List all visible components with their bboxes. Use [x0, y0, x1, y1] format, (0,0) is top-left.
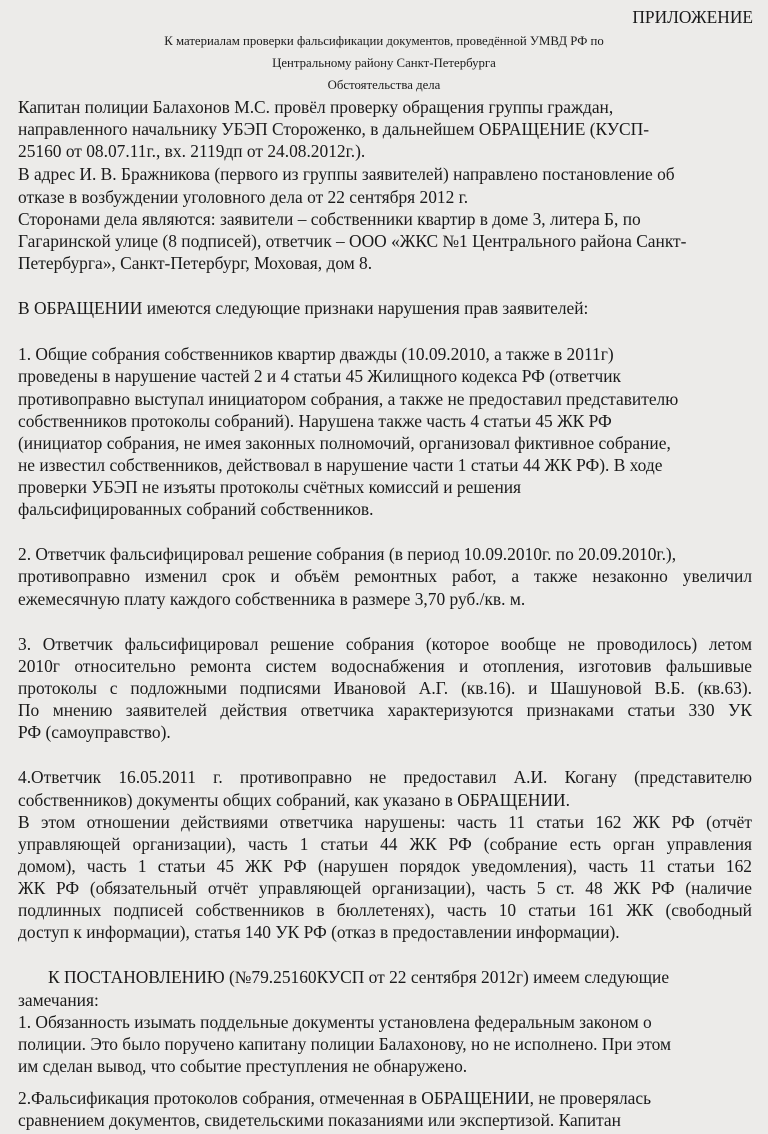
- paragraph-2-line: 2. Ответчик фальсифицировал решение собрания (в период 10.09.2010г. по 20.09.2010г.),: [18, 544, 677, 565]
- intro-line: В адрес И. В. Бражникова (первого из группы заявителей) направлено постановление об: [18, 164, 675, 185]
- paragraph-1-line: 1. Общие собрания собственников квартир дважды (10.09.2010, а также в 2011г): [18, 344, 614, 365]
- paragraph-4-line: В этом отношении действиями ответчика нарушены: часть 11 статьи 162 ЖК РФ (отчёт: [18, 811, 752, 832]
- paragraph-2-line: противоправно изменил срок и объём ремонтных работ, а также незаконно увеличил: [18, 566, 752, 587]
- resolution-line: им сделан вывод, что событие преступления не обнаружено.: [18, 1055, 468, 1076]
- paragraph-1-line: противоправно выступал инициатором собрания, а также не предоставил представителю: [18, 388, 679, 409]
- paragraph-1-line: фальсифицированных собраний собственников.: [18, 499, 374, 520]
- intro-line: Гагаринской улице (8 подписей), ответчик – ООО «ЖКС №1 Центрального района Санкт-: [18, 230, 687, 251]
- paragraph-1-line: проверки УБЭП не изъяты протоколы счётных комиссий и решения: [18, 477, 522, 497]
- paragraph-4-line: домом), часть 1 статьи 45 ЖК РФ (нарушен порядок уведомления), часть 11 статьи 162: [18, 855, 752, 876]
- paragraph-4-line: 4.Ответчик 16.05.2011 г. противоправно не предоставил А.И. Когану (представителю: [18, 767, 752, 788]
- paragraph-1-line: не известил собственников, действовал в нарушение части 1 статьи 44 ЖК РФ). В ходе: [18, 454, 663, 475]
- paragraph-4-line: управляющей организации), часть 1 статьи 44 ЖК РФ (собрание есть орган управления: [18, 833, 752, 854]
- resolution-line: 2.Фальсификация протоколов собрания, отмеченная в ОБРАЩЕНИИ, не проверялась: [18, 1087, 651, 1108]
- document-title-line-1: К материалам проверки фальсификации документов, проведённой УМВД РФ по: [164, 33, 604, 48]
- paragraph-4-line: доступ к информации), статья 140 УК РФ (отказ в предоставлении информации).: [18, 922, 620, 943]
- document-title-line-2: Центральному району Санкт-Петербурга: [272, 55, 496, 70]
- paragraph-3-line: протоколы с подложными подписями Ивановой А.Г. (кв.16). и Шашуновой В.Б. (кв.63).: [18, 678, 752, 698]
- section-heading-circumstances: Обстоятельства дела: [327, 78, 441, 92]
- resolution-line: сравнением документов, свидетельскими показаниями или экспертизой. Капитан: [18, 1109, 621, 1130]
- intro-line: направленного начальнику УБЭП Стороженко, в дальнейшем ОБРАЩЕНИЕ (КУСП-: [18, 119, 650, 140]
- intro-line: Петербурга», Санкт-Петербург, Моховая, дом 8.: [18, 252, 373, 273]
- paragraph-4-line: собственников) документы общих собраний, как указано в ОБРАЩЕНИИ.: [18, 789, 570, 810]
- intro-line: отказе в возбуждении уголовного дела от 22 сентября 2012 г.: [18, 186, 469, 207]
- paragraph-3-line: 3. Ответчик фальсифицировал решение собрания (которое вообще не проводилось) летом: [18, 633, 752, 654]
- paragraph-3-line: 2010г относительно ремонта систем водоснабжения и отопления, изготовив фальшивые: [18, 655, 752, 676]
- paragraph-1-line: (инициатор собрания, не имея законных полномочий, организовал фиктивное собрание,: [18, 432, 671, 453]
- paragraph-3-line: РФ (самоуправство).: [18, 722, 171, 743]
- resolution-line: полиции. Это было поручено капитану полиции Балахонову, но не исполнено. При этом: [18, 1033, 671, 1054]
- paragraph-1-line: проведены в нарушение частей 2 и 4 статьи 45 Жилищного кодекса РФ (ответчик: [18, 366, 621, 387]
- paragraph-1-line: собственников протоколы собраний). Нарушена также часть 4 статьи 45 ЖК РФ: [18, 410, 612, 431]
- paragraph-2-line: ежемесячную плату каждого собственника в размере 3,70 руб./кв. м.: [18, 588, 526, 609]
- appendix-label: ПРИЛОЖЕНИЕ: [632, 6, 753, 27]
- paragraph-4-line: подлинных подписей собственников в бюллетенях), часть 10 статьи 161 ЖК (свободный: [18, 900, 752, 921]
- intro-line: 25160 от 08.07.11г., вх. 2119дп от 24.08.2012г.).: [18, 141, 366, 162]
- intro-line: Капитан полиции Балахонов М.С. провёл проверку обращения группы граждан,: [18, 97, 614, 118]
- paragraph-3-line: По мнению заявителей действия ответчика характеризуются признаками статьи 330 УК: [18, 700, 752, 721]
- paragraph-4-line: ЖК РФ (обязательный отчёт управляющей организации), часть 5 ст. 48 ЖК РФ (наличие: [18, 878, 752, 899]
- intro-line: Сторонами дела являются: заявители – собственники квартир в доме 3, литера Б, по: [18, 208, 641, 229]
- resolution-heading: К ПОСТАНОВЛЕНИЮ (№79.25160КУСП от 22 сентября 2012г) имеем следующие: [48, 967, 670, 988]
- resolution-line: 1. Обязанность изымать поддельные документы установлена федеральным законом о: [18, 1011, 652, 1032]
- violations-heading: В ОБРАЩЕНИИ имеются следующие признаки нарушения прав заявителей:: [18, 298, 589, 319]
- resolution-line: замечания:: [18, 989, 99, 1010]
